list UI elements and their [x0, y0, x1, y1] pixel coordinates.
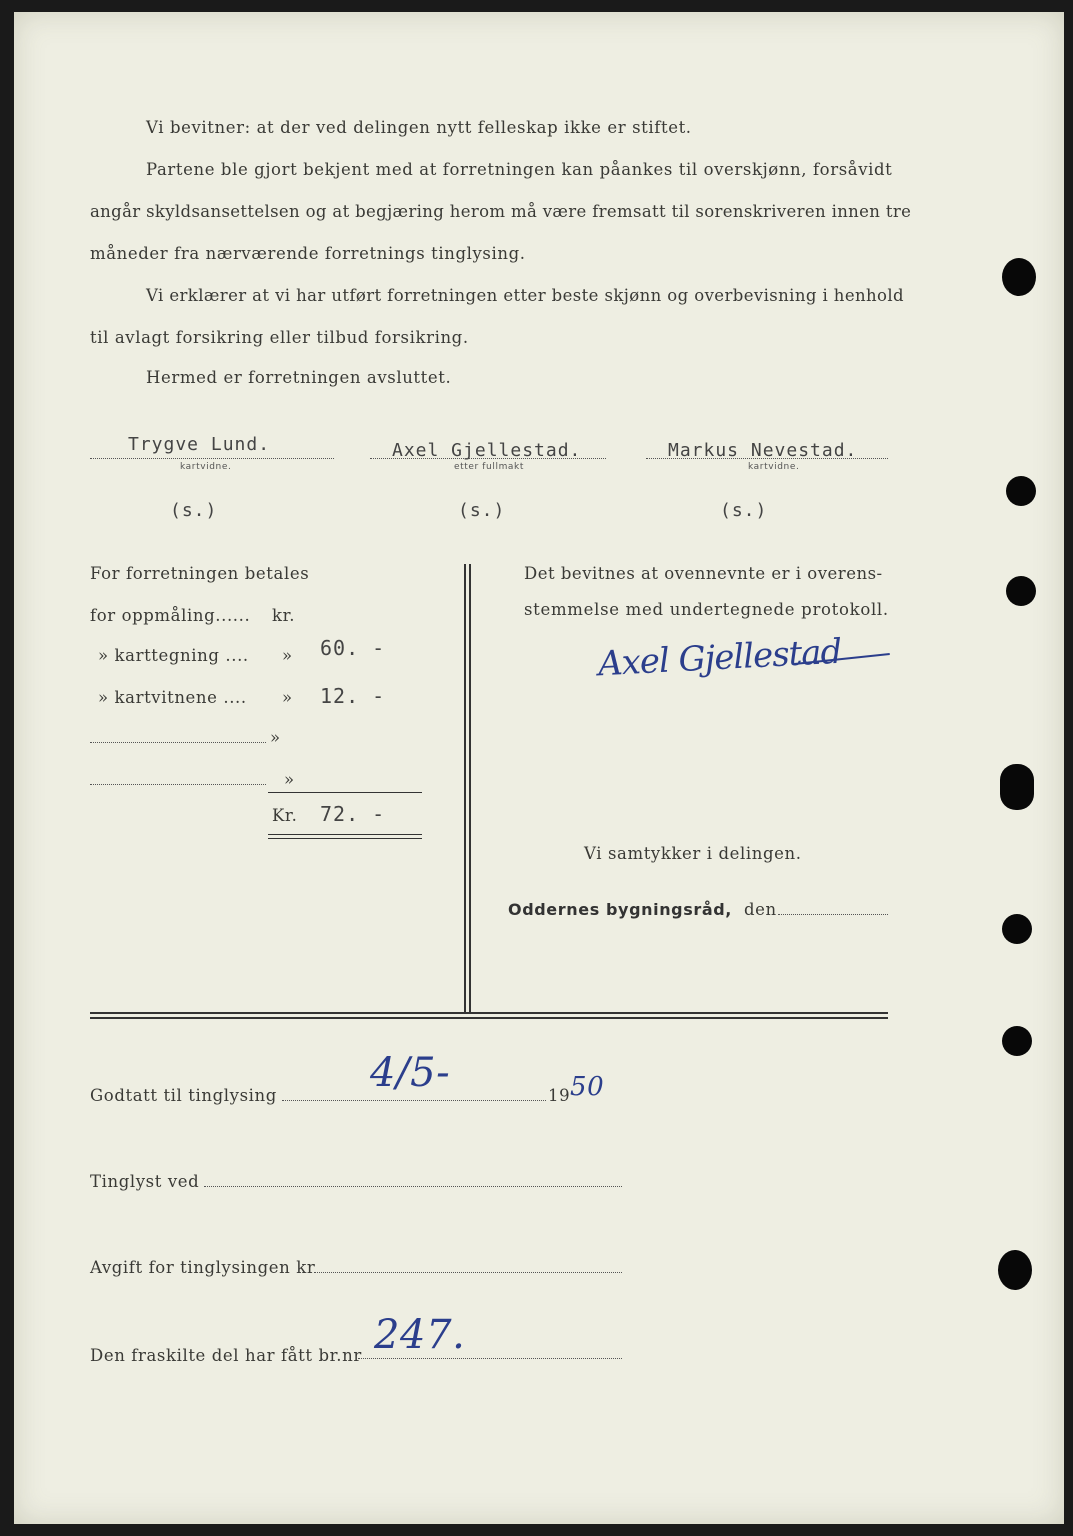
fee-row-1-label: for oppmåling...... — [90, 606, 251, 625]
approved-year-suffix: 50 — [570, 1072, 605, 1102]
column-divider-b — [469, 564, 471, 1012]
approved-date: 4/5- — [370, 1050, 451, 1096]
fee-total-rule-bottom-b — [268, 838, 422, 839]
consent-date-line — [778, 914, 888, 915]
punch-hole-7 — [998, 1250, 1032, 1290]
approved-line — [282, 1100, 546, 1101]
signature-line-1 — [90, 458, 334, 459]
brnr-line — [358, 1358, 622, 1359]
punch-hole-3 — [1006, 576, 1036, 606]
approved-label: Godtatt til tinglysing — [90, 1086, 277, 1105]
fee-label: Avgift for tinglysingen kr — [90, 1258, 316, 1277]
punch-hole-6 — [1002, 1026, 1032, 1056]
fee-row-1-unit: kr. — [272, 606, 296, 625]
fee-row-5-line — [90, 784, 266, 785]
signature-seal-1: (s.) — [170, 500, 218, 521]
certification-line-2: stemmelse med undertegnede protokoll. — [524, 600, 889, 619]
signature-role-3: kartvidne. — [748, 462, 800, 472]
consent-den-label: den — [744, 900, 777, 919]
fees-heading: For forretningen betales — [90, 564, 310, 583]
signature-role-1: kartvidne. — [180, 462, 232, 472]
signature-name-2: Axel Gjellestad. — [392, 440, 582, 461]
fee-row-2-label: » karttegning .... — [98, 646, 249, 665]
brnr-value: 247. — [374, 1312, 466, 1358]
fee-total-amount: 72. - — [320, 802, 386, 826]
fee-row-2-unit: » — [282, 646, 293, 665]
signature-name-1: Trygve Lund. — [128, 434, 271, 455]
approved-year-prefix: 19 — [548, 1086, 571, 1105]
signature-seal-2: (s.) — [458, 500, 506, 521]
brnr-label: Den fraskilte del har fått br.nr — [90, 1346, 362, 1365]
fee-row-4-line — [90, 742, 266, 743]
signature-line-3 — [646, 458, 888, 459]
fee-row-3-unit: » — [282, 688, 293, 707]
punch-hole-2 — [1006, 476, 1036, 506]
paragraph-1: Vi bevitner: at der ved delingen nytt felleskap ikke er stiftet. — [146, 118, 692, 137]
paragraph-2-line-2: angår skyldsansettelsen og at begjæring herom må være fremsatt til sorenskriveren innen tre — [90, 202, 912, 221]
punch-hole-5 — [1002, 914, 1032, 944]
fee-row-2-amount: 60. - — [320, 636, 386, 660]
paragraph-3-line-2: til avlagt forsikring eller tilbud forsikring. — [90, 328, 469, 347]
fee-line — [314, 1272, 622, 1273]
council-name: Oddernes bygningsråd, — [508, 900, 732, 919]
registered-line — [204, 1186, 622, 1187]
paragraph-2-line-1: Partene ble gjort bekjent med at forretningen kan påankes til overskjønn, forsåvidt — [146, 160, 893, 179]
fee-total-rule-bottom-a — [268, 834, 422, 835]
document-page — [14, 12, 1064, 1524]
signature-role-2: etter fullmakt — [454, 462, 524, 472]
fee-total-rule-top — [268, 792, 422, 793]
paragraph-4: Hermed er forretningen avsluttet. — [146, 368, 452, 387]
signature-seal-3: (s.) — [720, 500, 768, 521]
punch-hole-1 — [1002, 258, 1036, 296]
certification-line-1: Det bevitnes at ovennevnte er i overens- — [524, 564, 883, 583]
signature-name-3: Markus Nevestad. — [668, 440, 858, 461]
paragraph-2-line-3: måneder fra nærværende forretnings tinglysing. — [90, 244, 526, 263]
registered-label: Tinglyst ved — [90, 1172, 200, 1191]
fee-row-5-unit: » — [284, 770, 295, 789]
punch-hole-4 — [1000, 764, 1034, 810]
fee-row-3-label: » kartvitnene .... — [98, 688, 247, 707]
section-rule-a — [90, 1012, 888, 1014]
fee-row-4-unit: » — [270, 728, 281, 747]
section-rule-b — [90, 1017, 888, 1019]
fee-total-label: Kr. — [272, 806, 298, 825]
fee-row-3-amount: 12. - — [320, 684, 386, 708]
consent-text: Vi samtykker i delingen. — [584, 844, 802, 863]
certification-signature: Axel Gjellestad — [597, 631, 843, 685]
paragraph-3-line-1: Vi erklærer at vi har utført forretningen etter beste skjønn og overbevisning i henhold — [146, 286, 905, 305]
column-divider-a — [464, 564, 466, 1012]
signature-line-2 — [370, 458, 606, 459]
